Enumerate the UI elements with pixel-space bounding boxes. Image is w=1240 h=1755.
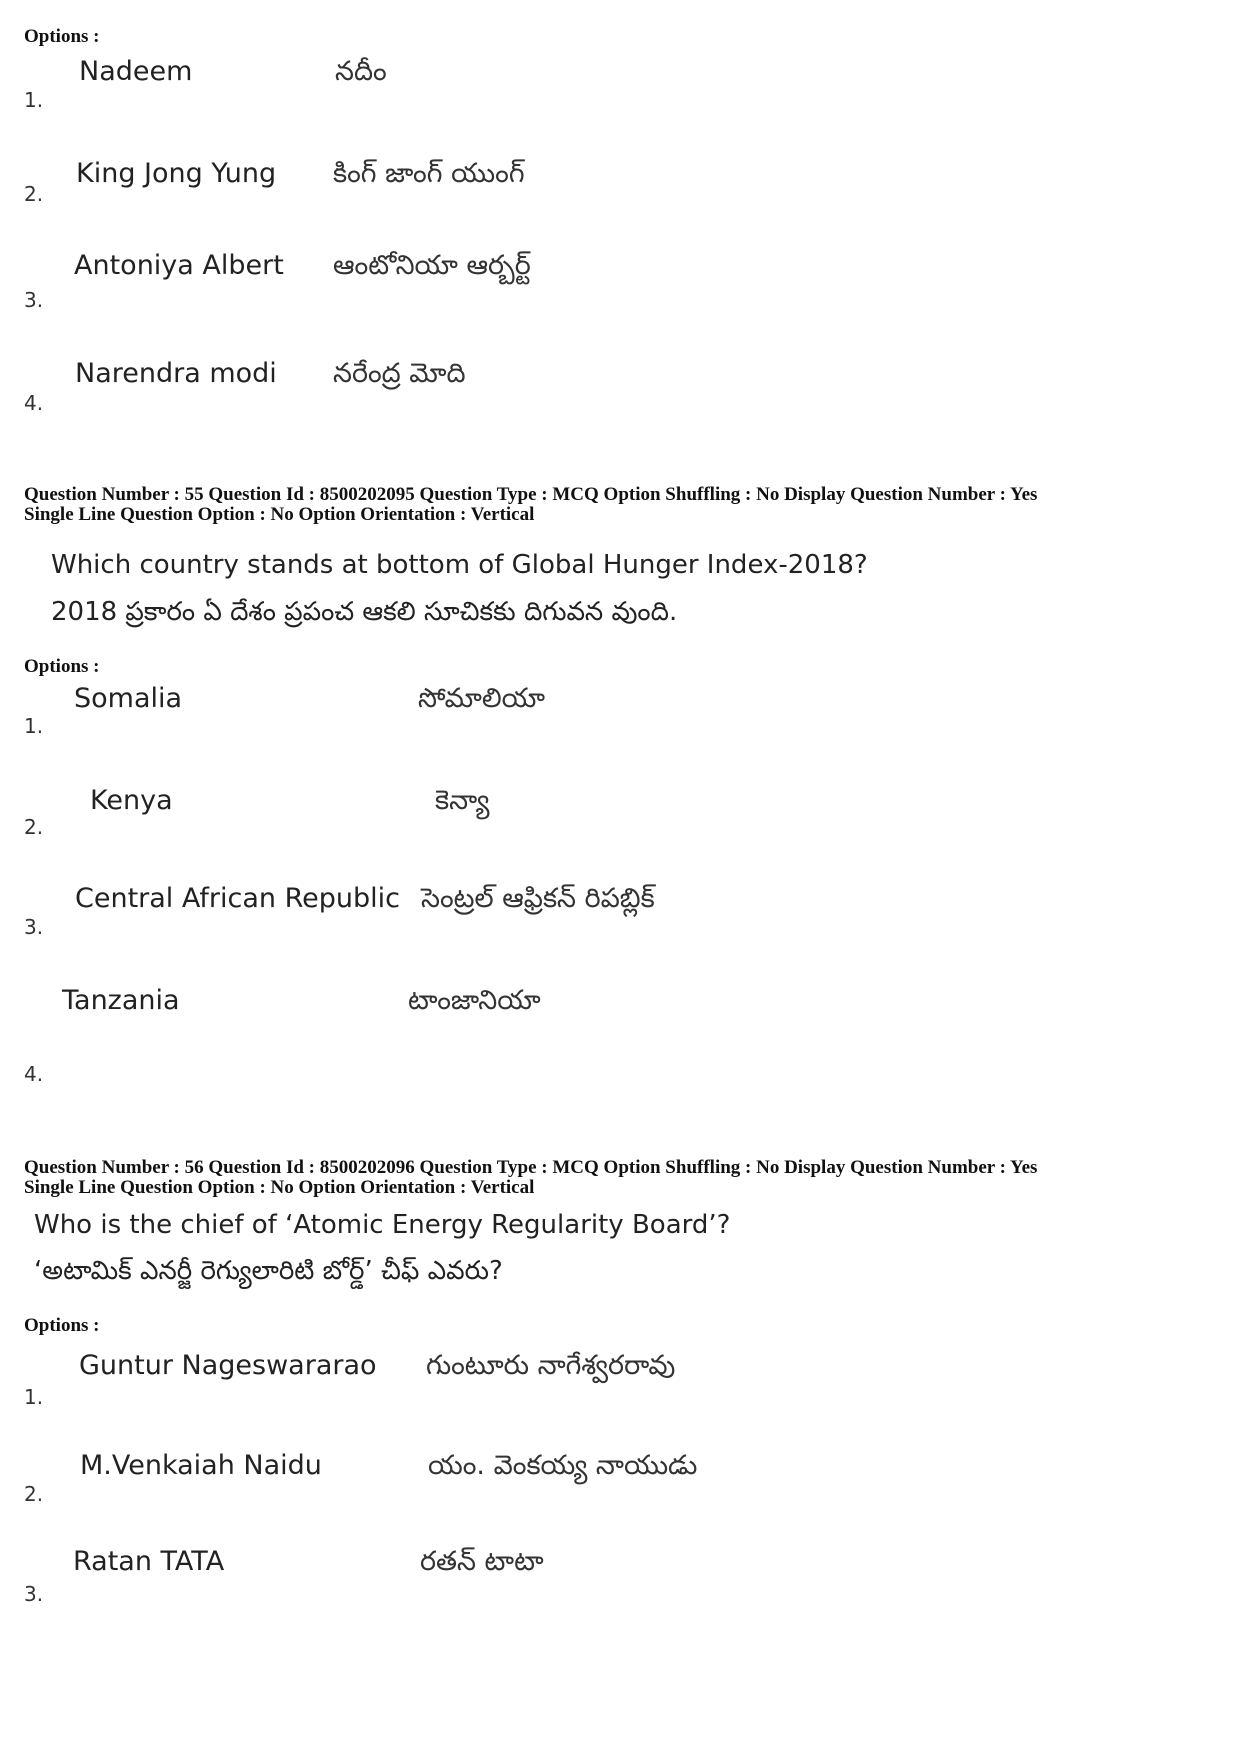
option-english[interactable]: Narendra modi bbox=[75, 358, 277, 389]
option-telugu: రతన్ టాటా bbox=[420, 1546, 544, 1577]
option-english[interactable]: Tanzania bbox=[62, 985, 180, 1016]
option-english[interactable]: Guntur Nageswararao bbox=[79, 1350, 377, 1381]
question-meta-line1: Question Number : 55 Question Id : 8500202095 Question Type : MCQ Option Shuffling : No Display Question Number : Yes bbox=[24, 484, 1038, 505]
question-text-english: Which country stands at bottom of Global Hunger Index-2018? bbox=[51, 550, 868, 580]
option-telugu: యం. వెంకయ్య నాయుడు bbox=[428, 1450, 698, 1481]
option-english[interactable]: Ratan TATA bbox=[73, 1546, 225, 1577]
option-telugu: టాంజానియా bbox=[408, 985, 541, 1016]
option-number: 2. bbox=[24, 815, 44, 839]
option-telugu: గుంటూరు నాగేశ్వరరావు bbox=[426, 1350, 676, 1381]
question-meta-line2: Single Line Question Option : No Option Orientation : Vertical bbox=[24, 504, 535, 525]
option-number: 4. bbox=[24, 391, 44, 415]
question-meta-line2: Single Line Question Option : No Option Orientation : Vertical bbox=[24, 1177, 535, 1198]
option-number: 3. bbox=[24, 1582, 44, 1606]
option-number: 1. bbox=[24, 714, 44, 738]
option-telugu: నరేంద్ర మోది bbox=[333, 358, 466, 389]
question-text-telugu: ‘అటామిక్ ఎనర్జీ రెగ్యులారిటి బోర్డ్’ చీఫ్ ఎవరు? bbox=[34, 1256, 503, 1286]
question-text-english: Who is the chief of ‘Atomic Energy Regularity Board’? bbox=[34, 1210, 731, 1240]
option-number: 3. bbox=[24, 915, 44, 939]
option-english[interactable]: Nadeem bbox=[79, 56, 193, 87]
option-telugu: ఆంటోనియా ఆర్బర్ట్ bbox=[333, 250, 531, 281]
option-english[interactable]: King Jong Yung bbox=[76, 158, 277, 189]
option-english[interactable]: M.Venkaiah Naidu bbox=[80, 1450, 322, 1481]
question-meta-line1: Question Number : 56 Question Id : 8500202096 Question Type : MCQ Option Shuffling : No Display Question Number : Yes bbox=[24, 1157, 1038, 1178]
option-telugu: కింగ్ జాంగ్ యుంగ్ bbox=[333, 158, 525, 189]
option-number: 1. bbox=[24, 88, 44, 112]
option-telugu: సెంట్రల్ ఆఫ్రికన్ రిపబ్లిక్ bbox=[421, 883, 655, 914]
option-telugu: సోమాలియా bbox=[418, 683, 546, 714]
option-telugu: కెన్యా bbox=[435, 785, 490, 816]
option-number: 2. bbox=[24, 1482, 44, 1506]
option-number: 1. bbox=[24, 1385, 44, 1409]
options-heading: Options : bbox=[24, 656, 100, 677]
option-english[interactable]: Antoniya Albert bbox=[74, 250, 284, 281]
option-telugu: నదీం bbox=[335, 56, 387, 87]
question-text-telugu: 2018 ప్రకారం ఏ దేశం ప్రపంచ ఆకలి సూచికకు దిగువన వుంది. bbox=[51, 597, 678, 627]
option-number: 3. bbox=[24, 288, 44, 312]
options-heading: Options : bbox=[24, 1315, 100, 1336]
options-heading: Options : bbox=[24, 26, 100, 47]
option-english[interactable]: Somalia bbox=[74, 683, 183, 714]
option-english[interactable]: Kenya bbox=[90, 785, 173, 816]
option-english[interactable]: Central African Republic bbox=[75, 883, 400, 914]
option-number: 4. bbox=[24, 1062, 44, 1086]
option-number: 2. bbox=[24, 182, 44, 206]
